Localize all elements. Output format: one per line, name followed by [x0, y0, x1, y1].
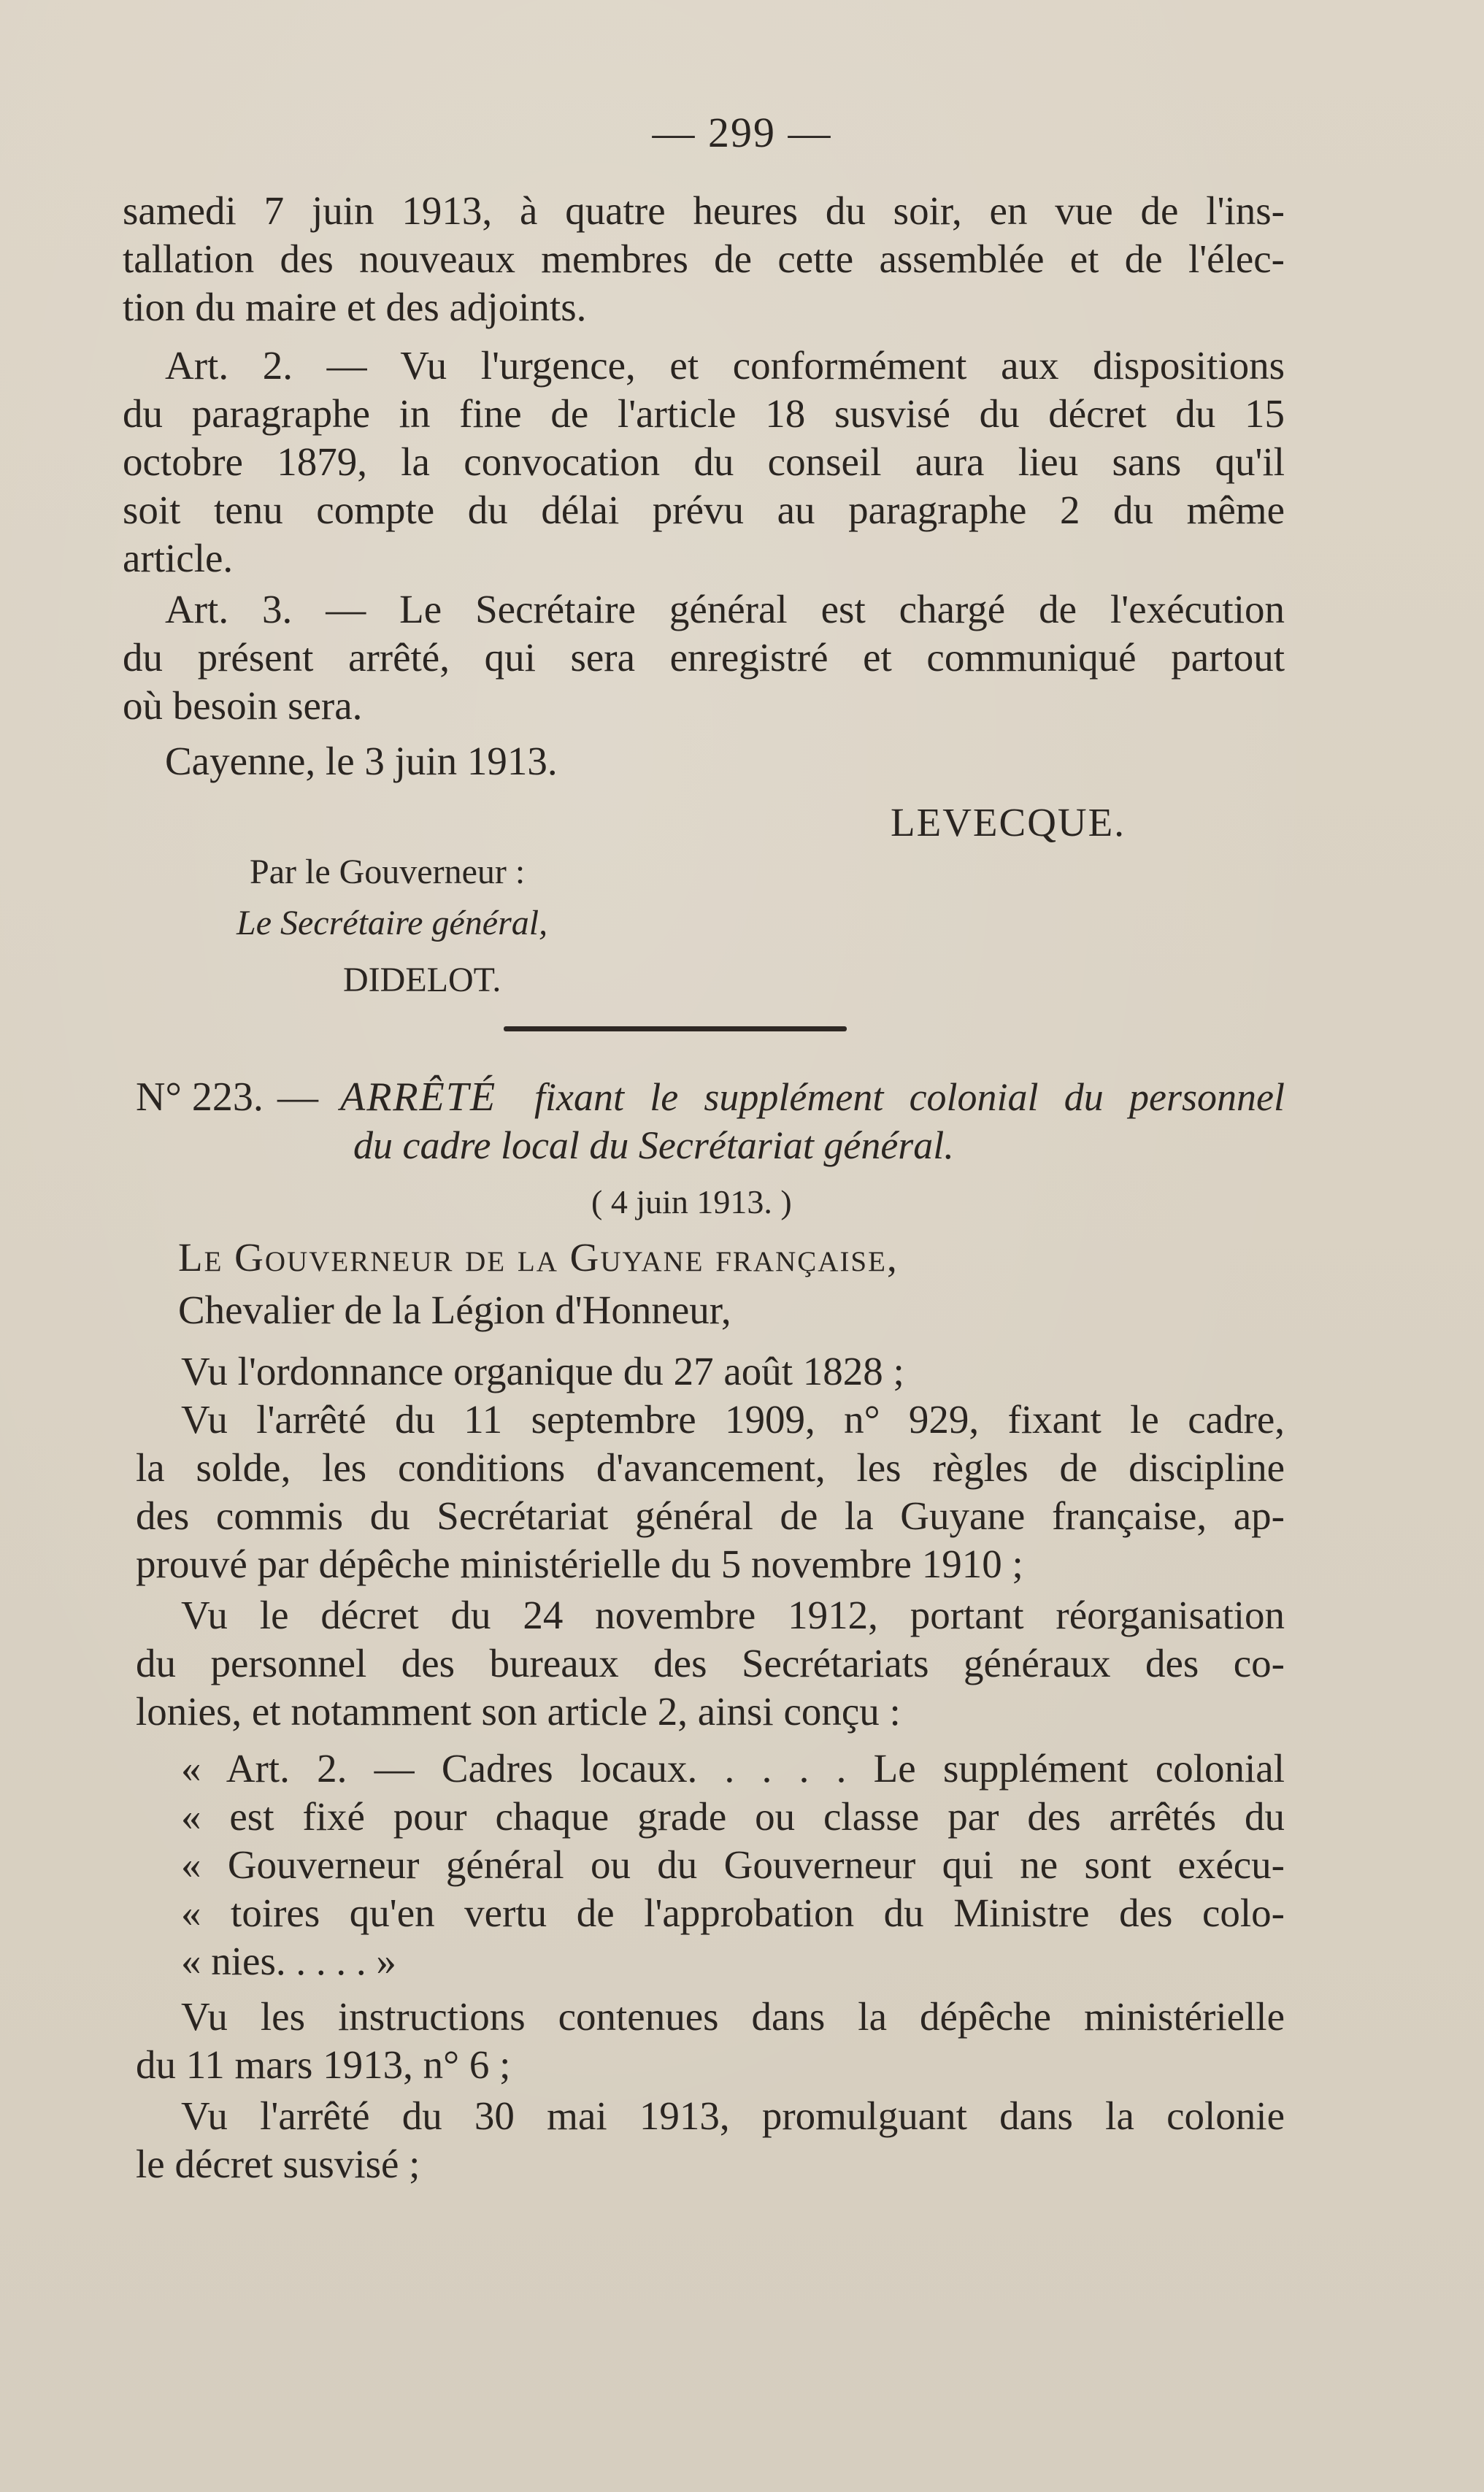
decree-title-line2: du cadre local du Secrétariat général. [353, 1123, 954, 1167]
decree-dash: — [277, 1074, 318, 1120]
text-line: où besoin sera. [123, 683, 363, 728]
place-date-line: Cayenne, le 3 juin 1913. [165, 739, 558, 783]
secretary-title: Le Secrétaire général, [237, 904, 548, 942]
quote-line: « Art. 2. — Cadres locaux. . . . . Le supplément colonial [181, 1746, 1285, 1791]
text-line: Vu les instructions contenues dans la dépêche ministérielle [181, 1994, 1285, 2039]
text-line: du présent arrêté, qui sera enregistré et communiqué partout [123, 635, 1285, 680]
par-le-gouverneur: Par le Gouverneur : [250, 853, 526, 891]
governor-signature: LEVECQUE. [891, 800, 1126, 845]
article-3-heading-line: Art. 3. — Le Secrétaire général est chargé de l'exécution [165, 587, 1285, 631]
decree-date: ( 4 juin 1913. ) [591, 1183, 792, 1220]
secretary-signature: DIDELOT. [343, 961, 501, 999]
text-line: octobre 1879, la convocation du conseil aura lieu sans qu'il [123, 439, 1285, 484]
text-line: du personnel des bureaux des Secrétariats généraux des co- [136, 1641, 1285, 1685]
text-line: des commis du Secrétariat général de la Guyane française, ap- [136, 1493, 1285, 1538]
article-2-heading-line: Art. 2. — Vu l'urgence, et conformément aux dispositions [165, 343, 1285, 388]
quote-line: « Gouverneur général ou du Gouverneur qui ne sont exécu- [181, 1842, 1285, 1887]
text-line: le décret susvisé ; [136, 2142, 420, 2186]
decree-title-rest: fixant le supplément colonial du personnel [534, 1075, 1285, 1119]
text-line: Vu l'ordonnance organique du 27 août 1828 ; [181, 1349, 904, 1393]
preamble-chevalier: Chevalier de la Légion d'Honneur, [178, 1288, 731, 1332]
text-line: du 11 mars 1913, n° 6 ; [136, 2042, 511, 2087]
text-line: tallation des nouveaux membres de cette assemblée et de l'élec- [123, 236, 1285, 281]
page-number: — 299 — [652, 109, 832, 156]
decree-title-word: ARRÊTÉ [340, 1074, 497, 1120]
text-line: soit tenu compte du délai prévu au paragraphe 2 du même [123, 488, 1285, 532]
decree-number: N° 223. [136, 1074, 264, 1120]
text-line: samedi 7 juin 1913, à quatre heures du soir, en vue de l'ins- [123, 188, 1285, 233]
text-line: Vu l'arrêté du 30 mai 1913, promulguant dans la colonie [181, 2093, 1285, 2138]
preamble-governor: Le Gouverneur de la Guyane française, [178, 1235, 899, 1280]
text-line: tion du maire et des adjoints. [123, 285, 587, 329]
quote-line: « est fixé pour chaque grade ou classe par des arrêtés du [181, 1794, 1285, 1839]
text-line: du paragraphe in fine de l'article 18 susvisé du décret du 15 [123, 391, 1285, 436]
text-line: article. [123, 536, 234, 580]
quote-line: « toires qu'en vertu de l'approbation du Ministre des colo- [181, 1891, 1285, 1935]
text-line: Vu le décret du 24 novembre 1912, portant réorganisation [181, 1593, 1285, 1637]
text-line: la solde, les conditions d'avancement, les règles de discipline [136, 1445, 1285, 1490]
section-divider [504, 1026, 847, 1031]
text-line: prouvé par dépêche ministérielle du 5 novembre 1910 ; [136, 1542, 1023, 1586]
text-line: Vu l'arrêté du 11 septembre 1909, n° 929, fixant le cadre, [181, 1397, 1285, 1442]
quote-line: « nies. . . . . » [181, 1939, 396, 1983]
text-line: lonies, et notamment son article 2, ainsi conçu : [136, 1689, 901, 1734]
